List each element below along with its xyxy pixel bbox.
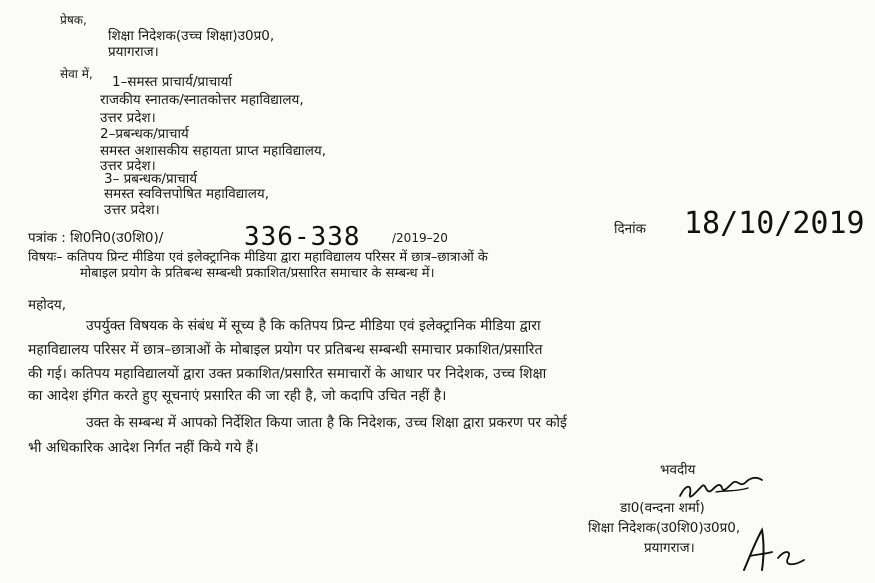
recipient-line-4: 2–प्रबन्धक/प्राचार्य: [100, 126, 189, 142]
recipient-line-7: 3– प्रबन्धक/प्राचार्य: [104, 171, 198, 187]
subject-line-2: मोबाइल प्रयोग के प्रतिबन्ध सम्बन्धी प्रकाशित/प्रसारित समाचार के सम्बन्ध में।: [80, 266, 435, 281]
closing-yours: भवदीय: [660, 462, 696, 478]
reference-year: /2019–20: [392, 231, 448, 245]
body-p1-line-1: उपर्युक्त विषयक के संबंध में सूच्य है कि कतिपय प्रिन्ट मीडिया एवं इलेक्ट्रानिक मीडिया द्वारा: [86, 318, 541, 334]
closing-title: शिक्षा निदेशक(उ0शि0)उ0प्र0,: [588, 520, 741, 536]
body-p1-line-2: महाविद्यालय परिसर में छात्र–छात्राओं के मोबाइल प्रयोग पर प्रतिबन्ध सम्बन्धी समाचार प्रकाशित/प्रसारित: [28, 342, 543, 358]
recipient-line-8: समस्त स्ववित्तपोषित महाविद्यालय,: [104, 186, 269, 202]
closing-name: डा0(वन्दना शर्मा): [620, 500, 705, 516]
recipient-line-3: उत्तर प्रदेश।: [100, 110, 156, 126]
body-p2-line-1: उक्त के सम्बन्ध में आपको निर्देशित किया जाता है कि निदेशक, उच्च शिक्षा द्वारा प्रकरण पर कोई: [86, 415, 567, 431]
sender-label: प्रेषक,: [60, 13, 87, 27]
date-label: दिनांक: [614, 221, 647, 237]
recipient-line-6: उत्तर प्रदेश।: [100, 158, 156, 174]
closing-place: प्रयागराज।: [644, 540, 695, 556]
recipient-line-2: राजकीय स्नातक/स्नातकोत्तर महाविद्यालय,: [100, 92, 304, 108]
salutation: महोदय,: [28, 297, 67, 313]
handwritten-initials-icon: [738, 526, 810, 576]
date-value-handwritten: 18/10/2019: [684, 206, 865, 241]
sender-line-2: प्रयागराज।: [108, 44, 159, 60]
body-p2-line-2: भी अधिकारिक आदेश निर्गत नहीं किये गये हैं।: [28, 440, 259, 456]
recipient-line-1: 1–समस्त प्राचार्य/प्राचार्या: [112, 74, 232, 90]
recipient-line-5: समस्त अशासकीय सहायता प्राप्त महाविद्यालय,: [100, 143, 326, 159]
recipient-line-9: उत्तर प्रदेश।: [104, 202, 160, 218]
recipients-label: सेवा में,: [60, 67, 93, 81]
reference-number-handwritten: 336-338: [244, 222, 361, 252]
body-p1-line-4: का आदेश इंगित करते हुए सूचनाएं प्रसारित की जा रही है, जो कदापि उचित नहीं है।: [28, 388, 447, 404]
sender-line-1: शिक्षा निदेशक(उच्च शिक्षा)उ0प्र0,: [108, 28, 275, 44]
subject-line-1: विषयः– कतिपय प्रिन्ट मीडिया एवं इलेक्ट्रानिक मीडिया द्वारा महाविद्यालय परिसर में छात्र–छात्राओं के: [28, 250, 488, 265]
reference-prefix: पत्रांक : शि0नि0(उ0शि0)/: [28, 230, 164, 246]
body-p1-line-3: की गई। कतिपय महाविद्यालयों द्वारा उक्त प्रकाशित/प्रसारित समाचारों के आधार पर निदेशक, उच्च शिक्षा: [28, 366, 547, 382]
